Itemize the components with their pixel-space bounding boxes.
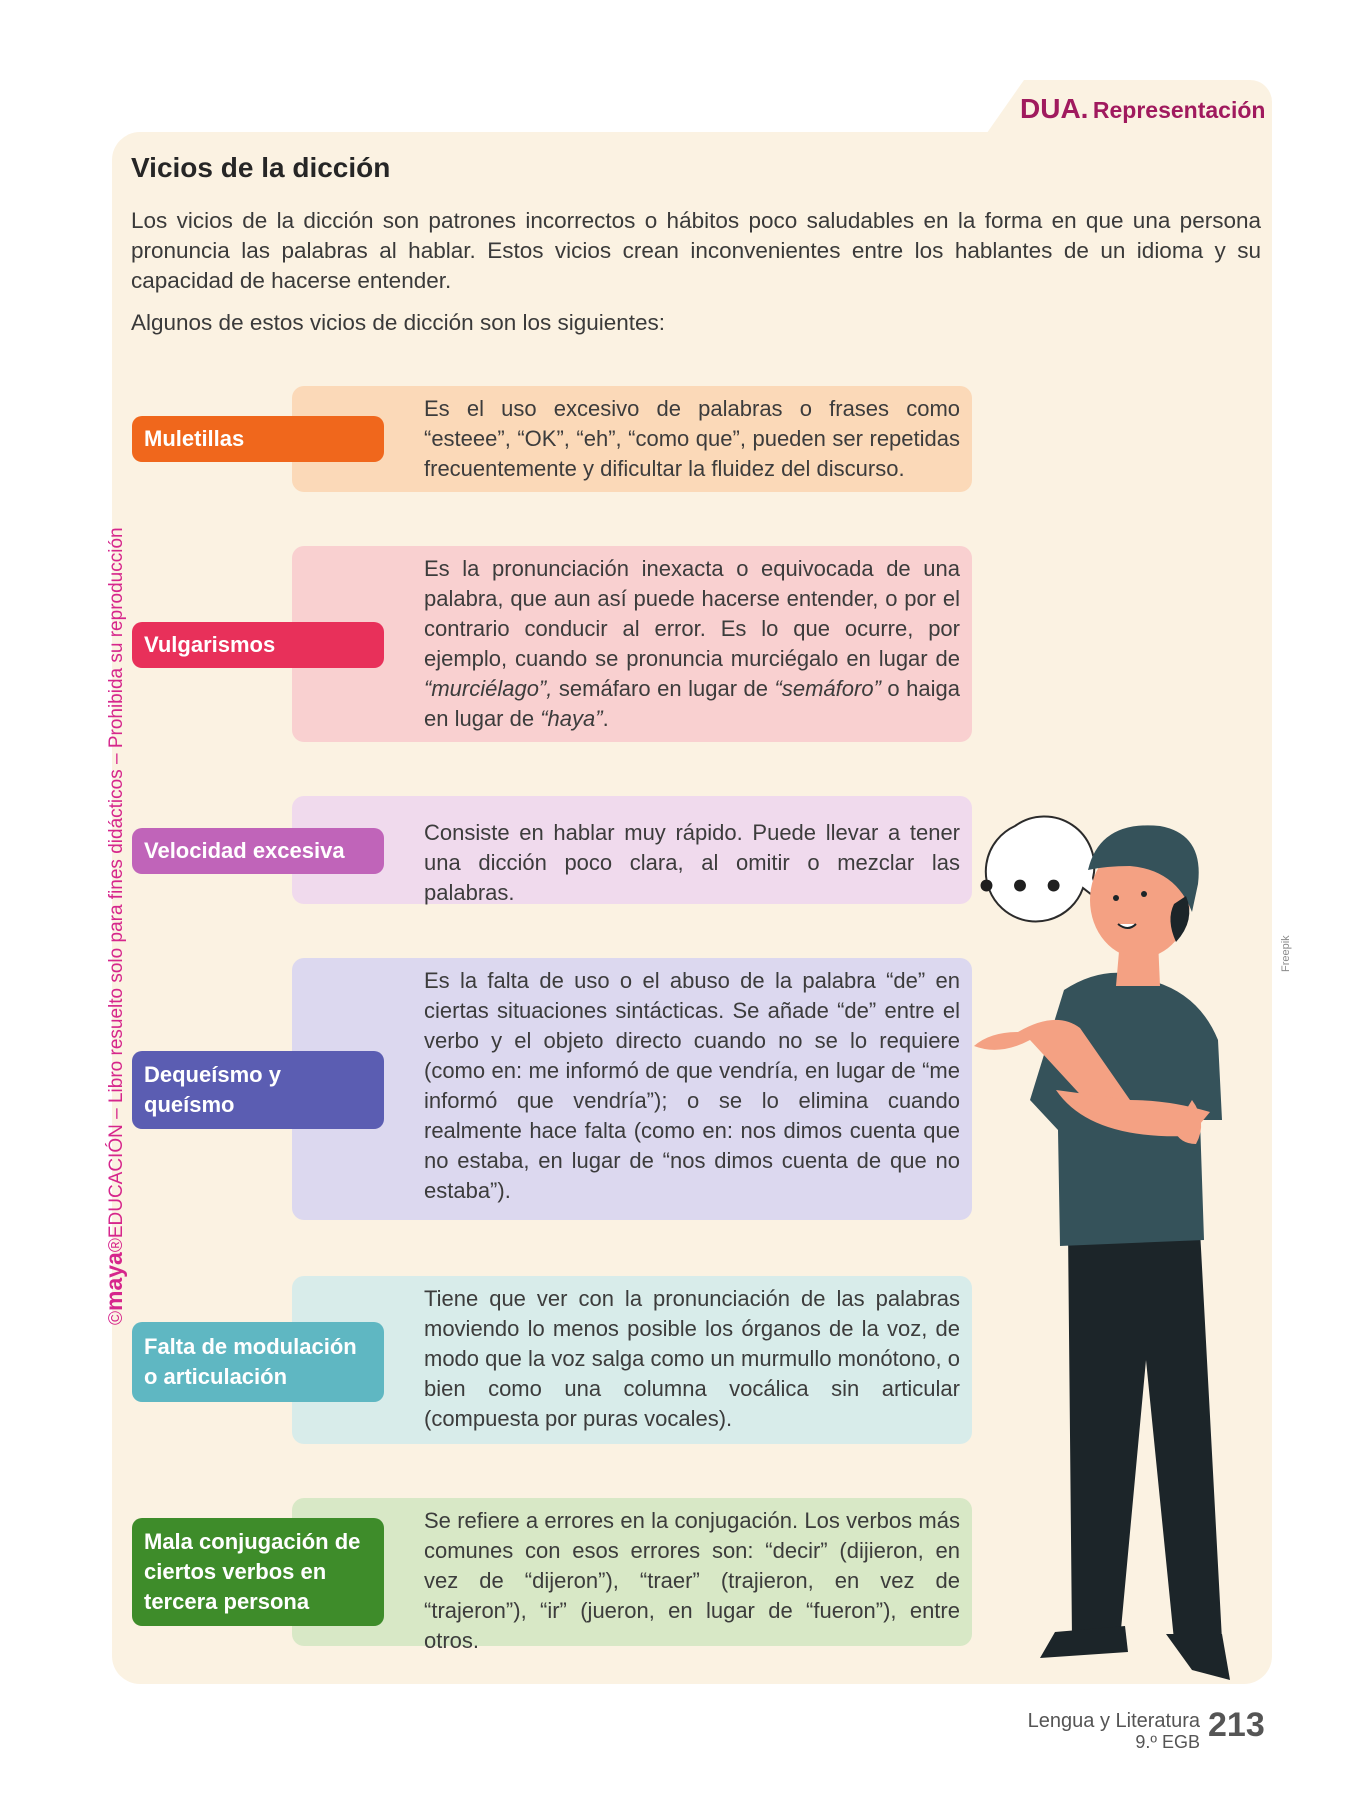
footer-grade: 9.º EGB: [1135, 1732, 1200, 1752]
dua-subtitle: Representación: [1092, 97, 1266, 123]
description-text: .: [602, 706, 609, 731]
page-number: 213: [1208, 1706, 1265, 1744]
copyright-side-note: [100, 485, 128, 1325]
intro-paragraph: Los vicios de la dicción son patrones incorrectos o hábitos poco saludables en la forma en que una persona pronuncia las palabras al hablar. Estos vicios crean inconvenientes entre los hablantes de un idioma y su capacidad de hacerse entender.: [131, 208, 1261, 293]
description-text: semáfaro en lugar de: [552, 676, 775, 701]
vice-description: Consiste en hablar muy rápido. Puede llevar a tener una dicción poco clara, al omitir o mezclar las palabras.: [292, 796, 972, 904]
footer-subject: Lengua y Literatura: [1027, 1710, 1200, 1732]
vice-label: Muletillas: [132, 416, 384, 462]
registered-mark: ®: [106, 1238, 127, 1253]
vice-description: Es la falta de uso o el abuso de la palabra “de” en ciertas situaciones sintácticas. Se añade “de” entre el verbo y el objeto directo cuando no se lo requiere (como en: me informó de que vendría, en lugar de “me informó que vendría”); o se lo elimina cuando realmente hace falta (como en: nos dimos cuenta que no estaba, en lugar de “nos dimos cuenta de que no estaba”).: [292, 958, 972, 1220]
section-title: Vicios de la dicción: [131, 152, 391, 183]
vice-description: Es el uso excesivo de palabras o frases como “esteee”, “OK”, “eh”, “como que”, pueden ser repetidas frecuentemente y dificultar la fluidez del discurso.: [292, 386, 972, 492]
vice-label: Falta de modulación o articulación: [132, 1322, 384, 1402]
vice-description: [292, 546, 972, 742]
vice-label: Vulgarismos: [132, 622, 384, 668]
vice-label: Dequeísmo y queísmo: [132, 1051, 384, 1129]
vice-description: Tiene que ver con la pronunciación de las palabras moviendo lo menos posible los órganos de la voz, de modo que la voz salga como un murmullo monótono, o bien como una columna vocálica sin articular (compuesta por puras vocales).: [292, 1276, 972, 1444]
italic-example: “haya”: [540, 706, 603, 731]
lead-sentence: Algunos de estos vicios de dicción son los siguientes:: [131, 310, 666, 335]
italic-example: “murciélago”,: [424, 676, 553, 701]
description-text: o haiga en lugar de: [424, 676, 960, 731]
italic-example: “semáforo”: [774, 676, 881, 701]
brand-name: maya: [101, 1252, 127, 1311]
speech-bubble-icon: [976, 816, 1101, 921]
dua-label: DUA.: [1020, 93, 1089, 124]
vice-description: Se refiere a errores en la conjugación. Los verbos más comunes con esos errores son: “decir” (dijieron, en vez de “dijeron”), “traer” (trajieron, en vez de “trajeron”), “ir” (jueron, en lugar de “fueron”), entre otros.: [292, 1498, 972, 1646]
dua-header: [1020, 93, 1265, 125]
speech-bubble-text: • • •: [975, 867, 1065, 907]
description-text: Es la pronunciación inexacta o equivocada de una palabra, que aun así puede hacerse entender, o por el contrario conducir al error. Es lo que ocurre, por ejemplo, cuando se pronuncia murciégalo en lugar de: [424, 556, 960, 671]
vice-label: Velocidad excesiva: [132, 828, 384, 874]
person-illustration: [960, 800, 1260, 1700]
copyright-text: EDUCACIÓN – Libro resuelto solo para fines didácticos – Prohibida su reproducción: [106, 527, 127, 1239]
image-credit: Freepik: [1280, 935, 1292, 972]
copyright-symbol: ©: [106, 1311, 127, 1325]
vice-label: Mala conjugación de ciertos verbos en tercera persona: [132, 1518, 384, 1626]
